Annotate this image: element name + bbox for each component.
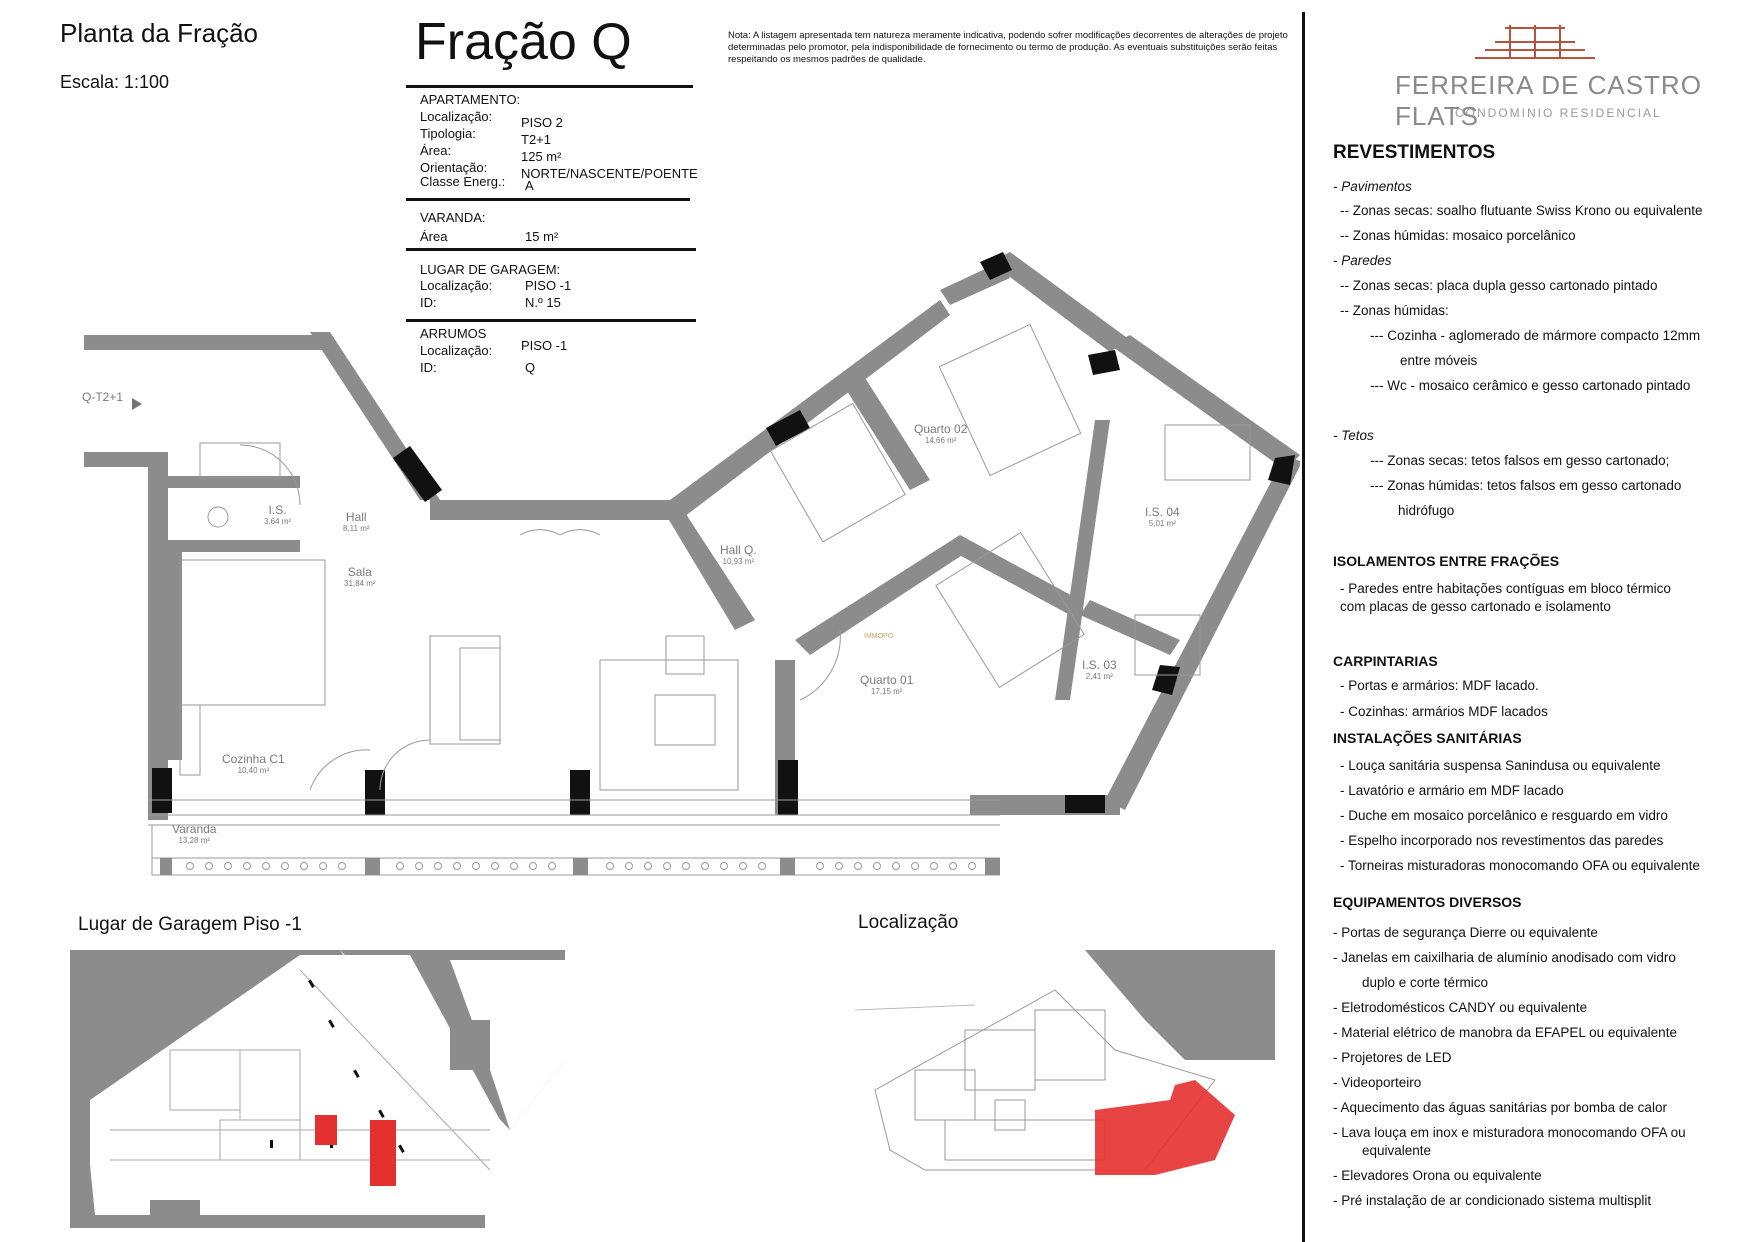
equip-line: duplo e corte térmico <box>1362 975 1489 990</box>
location-section-title: Localização <box>858 912 959 933</box>
rev-line: --- Zonas secas: tetos falsos em gesso cartonado; <box>1370 453 1670 468</box>
storage-value-id: Q <box>525 360 536 375</box>
rev-line: --- Wc - mosaico cerâmico e gesso cartonado pintado <box>1370 378 1691 393</box>
plan-title: Planta da Fração <box>60 18 259 48</box>
rev-line: -- Zonas secas: placa dupla gesso cartonado pintado <box>1340 278 1658 293</box>
room-name: Hall <box>345 510 367 524</box>
san-line: - Louça sanitária suspensa Sanindusa ou equivalente <box>1340 758 1661 773</box>
room-name: Cozinha C1 <box>222 752 285 766</box>
spec-value: A <box>525 178 534 193</box>
panel-divider <box>1302 12 1305 1242</box>
rev-line: --- Zonas húmidas: tetos falsos em gesso cartonado <box>1370 478 1682 493</box>
room-area: 5,01 m² <box>1148 519 1176 528</box>
equip-line: - Projetores de LED <box>1333 1050 1452 1065</box>
san-line: - Espelho incorporado nos revestimentos das paredes <box>1340 833 1664 848</box>
room-area: 10,40 m² <box>237 766 270 775</box>
rev-line: entre móveis <box>1400 353 1478 368</box>
room-sala <box>344 565 376 588</box>
room-area: 14,66 m² <box>924 436 957 445</box>
spec-value: NORTE/NASCENTE/POENTE <box>521 166 698 181</box>
equip-line: - Lava louça em inox e misturadora monocomando OFA ou <box>1333 1125 1686 1140</box>
equip-line: - Material elétrico de manobra da EFAPEL ou equivalente <box>1333 1025 1677 1040</box>
equip-line: - Videoporteiro <box>1333 1075 1422 1090</box>
garage-label-location: Localização: <box>420 278 493 293</box>
iso-line: com placas de gesso cartonado e isolamento <box>1340 599 1611 614</box>
rev-line: -- Zonas secas: soalho flutuante Swiss Krono ou equivalente <box>1340 203 1703 218</box>
room-cozinha <box>222 752 285 775</box>
rev-line: -- Zonas húmidas: mosaico porcelânico <box>1340 228 1576 243</box>
room-name: I.S. 04 <box>1145 505 1180 519</box>
storage-label-id: ID: <box>420 360 437 375</box>
fraction-title: Fração Q <box>415 13 632 71</box>
room-varanda <box>172 822 216 845</box>
room-area: 10,93 m² <box>722 557 755 566</box>
rev-line: --- Cozinha - aglomerado de mármore compacto 12mm <box>1370 328 1701 343</box>
room-name: Quarto 01 <box>860 673 914 687</box>
san-line: - Lavatório e armário em MDF lacado <box>1340 783 1564 798</box>
balcony-value: 15 m² <box>525 229 559 244</box>
equip-line: - Janelas em caixilharia de alumínio anodisado com vidro <box>1333 950 1676 965</box>
room-hall <box>343 510 370 533</box>
spec-label: Tipologia: <box>420 126 476 141</box>
brand-name: FERREIRA DE CASTRO FLATS <box>1395 70 1702 131</box>
room-name: Hall Q. <box>720 543 757 557</box>
storage-heading: ARRUMOS <box>420 326 487 341</box>
storage-label-location: Localização: <box>420 343 493 358</box>
section-carpintarias-title: CARPINTARIAS <box>1333 653 1438 669</box>
rev-line: hidrófugo <box>1398 503 1455 518</box>
room-is03 <box>1082 658 1117 681</box>
spec-label: Área: <box>420 143 452 158</box>
equip-line: - Eletrodomésticos CANDY ou equivalente <box>1333 1000 1588 1015</box>
equip-line: - Pré instalação de ar condicionado sistema multisplit <box>1333 1193 1652 1208</box>
spec-label: Localização: <box>420 109 493 124</box>
garage-heading: LUGAR DE GARAGEM: <box>420 262 561 277</box>
section-sanitarias-title: INSTALAÇÕES SANITÁRIAS <box>1333 730 1522 746</box>
carp-line: - Cozinhas: armários MDF lacados <box>1340 704 1548 719</box>
room-name: Sala <box>347 565 372 579</box>
room-name: Varanda <box>172 822 217 836</box>
disclaimer-note: Nota: A listagem apresentada tem natureza meramente indicativa, podendo sofrer modificações decorrentes de alterações de projeto determinadas pelo promotor, pela indisponibilidade de fornecimento ou termo de produção. As eventuais substituições serão feitas respeitando os mesmos padrões de qualidade. <box>728 30 1288 65</box>
section-isolamentos-title: ISOLAMENTOS ENTRE FRAÇÕES <box>1333 553 1560 569</box>
room-name: Quarto 02 <box>914 422 968 436</box>
scale-label: Escala: 1:100 <box>60 72 170 92</box>
rev-line: - Tetos <box>1333 428 1374 443</box>
brand-subtitle: CONDOMINIO RESIDENCIAL <box>1455 106 1662 120</box>
equip-line: - Elevadores Orona ou equivalente <box>1333 1168 1542 1183</box>
room-area: 17,15 m² <box>870 687 903 696</box>
room-hallq <box>720 543 757 566</box>
room-quarto1 <box>860 673 913 696</box>
watermark-logo: IMMOPO <box>864 633 894 640</box>
location-plan <box>855 950 1275 1230</box>
spec-value: 125 m² <box>521 149 562 164</box>
room-area: 2,41 m² <box>1085 672 1113 681</box>
building-logo-icon <box>1465 20 1605 65</box>
balcony-heading: VARANDA: <box>420 210 486 225</box>
garage-value-id: N.º 15 <box>525 295 561 310</box>
storage-value-location: PISO -1 <box>521 338 568 353</box>
spec-label: Classe Energ.: <box>420 174 506 189</box>
room-area: 8,11 m² <box>343 524 370 533</box>
room-area: 31,84 m² <box>344 579 376 588</box>
spec-label: Orientação: <box>420 160 488 175</box>
room-name: I.S. <box>268 503 287 517</box>
spec-value: PISO 2 <box>521 115 563 130</box>
garage-label-id: ID: <box>420 295 437 310</box>
san-line: - Torneiras misturadoras monocomando OFA ou equivalente <box>1340 858 1700 873</box>
equip-line: - Portas de segurança Dierre ou equivalente <box>1333 925 1598 940</box>
iso-line: - Paredes entre habitações contíguas em bloco térmico <box>1340 581 1671 596</box>
room-area: 3,64 m² <box>264 517 292 526</box>
section-revestimentos-title: REVESTIMENTOS <box>1333 142 1496 163</box>
garage-section-title: Lugar de Garagem Piso -1 <box>78 914 302 935</box>
spec-value: T2+1 <box>521 132 551 147</box>
san-line: - Duche em mosaico porcelânico e resguardo em vidro <box>1340 808 1668 823</box>
apartment-heading: APARTAMENTO: <box>420 92 521 107</box>
section-equipamentos-title: EQUIPAMENTOS DIVERSOS <box>1333 894 1522 910</box>
rev-line: - Paredes <box>1333 253 1392 268</box>
balcony-label: Área <box>420 229 448 244</box>
unit-tag: Q-T2+1 <box>82 390 124 404</box>
room-is <box>264 503 291 526</box>
room-name: I.S. 03 <box>1082 658 1117 672</box>
rev-line: - Pavimentos <box>1333 179 1412 194</box>
equip-line: - Aquecimento das águas sanitárias por bomba de calor <box>1333 1100 1667 1115</box>
garage-plan <box>70 950 565 1228</box>
garage-value-location: PISO -1 <box>525 278 572 293</box>
equip-line: equivalente <box>1362 1143 1432 1158</box>
room-area: 13,28 m² <box>178 836 211 845</box>
room-quarto2 <box>914 422 967 445</box>
room-is04 <box>1145 505 1180 528</box>
carp-line: - Portas e armários: MDF lacado. <box>1340 678 1539 693</box>
rev-line: -- Zonas húmidas: <box>1340 303 1449 318</box>
